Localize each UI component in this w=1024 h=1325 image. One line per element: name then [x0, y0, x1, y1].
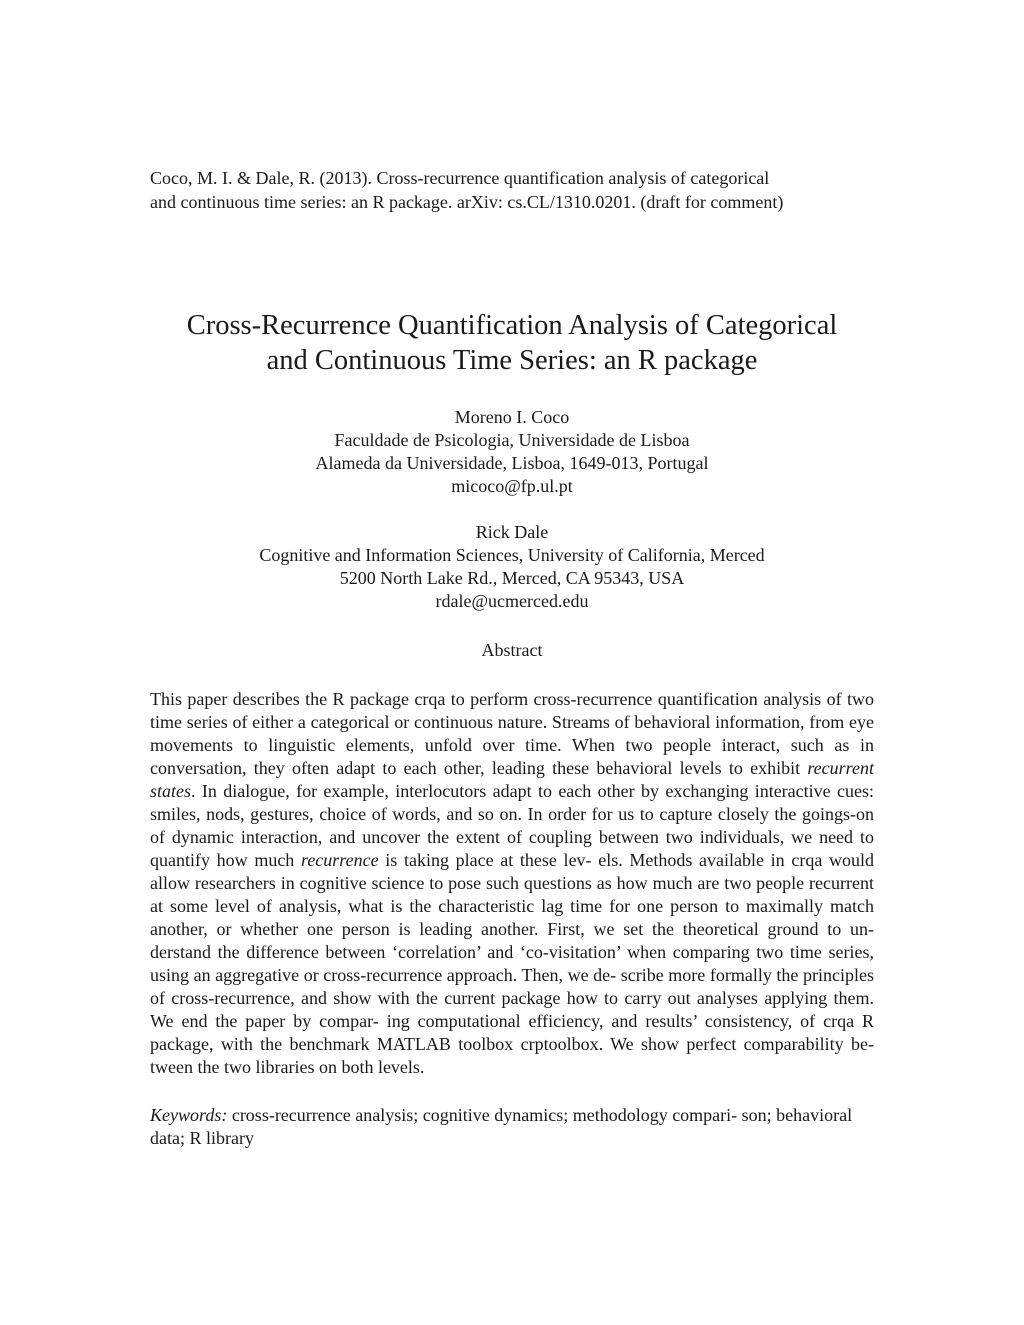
abstract-text-1: This paper describes the R package crqa to perform cross-recurrence quantification analysis of two time series of either a categorical or continuous nature. Streams of behavioral information, from eye movements to linguistic elements, unfold over time. When two people interact, such as in conversation, they often adapt to each other, leading these behavioral levels to exhibit — [150, 689, 874, 778]
author-address: 5200 North Lake Rd., Merced, CA 95343, USA — [339, 568, 685, 588]
author-email: rdale@ucmerced.edu — [435, 591, 589, 611]
author-block-coco — [150, 406, 874, 498]
keywords-label: Keywords: — [150, 1105, 228, 1125]
author-name: Moreno I. Coco — [454, 407, 570, 427]
author-email: micoco@fp.ul.pt — [451, 476, 573, 496]
abstract-text-2: . In dialogue, for example, interlocutors adapt to each other by exchanging interactive cues: smiles, nods, gestures, choice of words, and so on. In order for us to capture closely the goings-on of dynamic interaction, and uncover the extent of coupling between two individuals, we need to quantify how much — [150, 781, 874, 870]
paper-title — [150, 308, 874, 378]
citation-header — [150, 166, 874, 214]
abstract-text-3: is taking place at these lev- els. Methods available in crqa would allow researchers in cognitive science to pose such questions as how much are two people recurrent at some level of analysis, what is the characteristic lag time for one person to maximally match another, or whether one person is leading another. First, we set the theoretical ground to un- derstand the difference between ‘correlation’ and ‘co-visitation’ when comparing two time series, using an aggregative or cross-recurrence approach. Then, we de- scribe more formally the principles of cross-recurrence, and show with the current package how to carry out analyses applying them. We end the paper by compar- ing computational efficiency, and results’ consistency, of crqa R package, with the benchmark MATLAB toolbox crptoolbox. We show perfect comparability be- tween the two libraries on both levels. — [150, 850, 874, 1077]
keywords — [150, 1104, 874, 1150]
author-address: Alameda da Universidade, Lisboa, 1649-013, Portugal — [315, 453, 709, 473]
author-affiliation: Cognitive and Information Sciences, University of California, Merced — [259, 545, 765, 565]
title-line-2: and Continuous Time Series: an R package — [266, 345, 758, 376]
page-content — [150, 166, 874, 1150]
abstract-heading: Abstract — [481, 640, 543, 660]
citation-line-2: and continuous time series: an R package. arXiv: cs.CL/1310.0201. (draft for comment) — [150, 192, 784, 212]
keywords-text: cross-recurrence analysis; cognitive dynamics; methodology compari- son; behavioral data; R library — [150, 1105, 853, 1148]
author-block-dale — [150, 521, 874, 613]
abstract-italic-recurrent-states: recurrent states — [150, 758, 874, 801]
author-name: Rick Dale — [475, 522, 549, 542]
title-line-1: Cross-Recurrence Quantification Analysis of Categorical — [186, 310, 838, 341]
citation-line-1: Coco, M. I. & Dale, R. (2013). Cross-recurrence quantification analysis of categorical — [150, 168, 770, 188]
abstract-body — [150, 688, 874, 1079]
abstract-italic-recurrence: recurrence — [300, 850, 379, 870]
author-affiliation: Faculdade de Psicologia, Universidade de Lisboa — [334, 430, 690, 450]
